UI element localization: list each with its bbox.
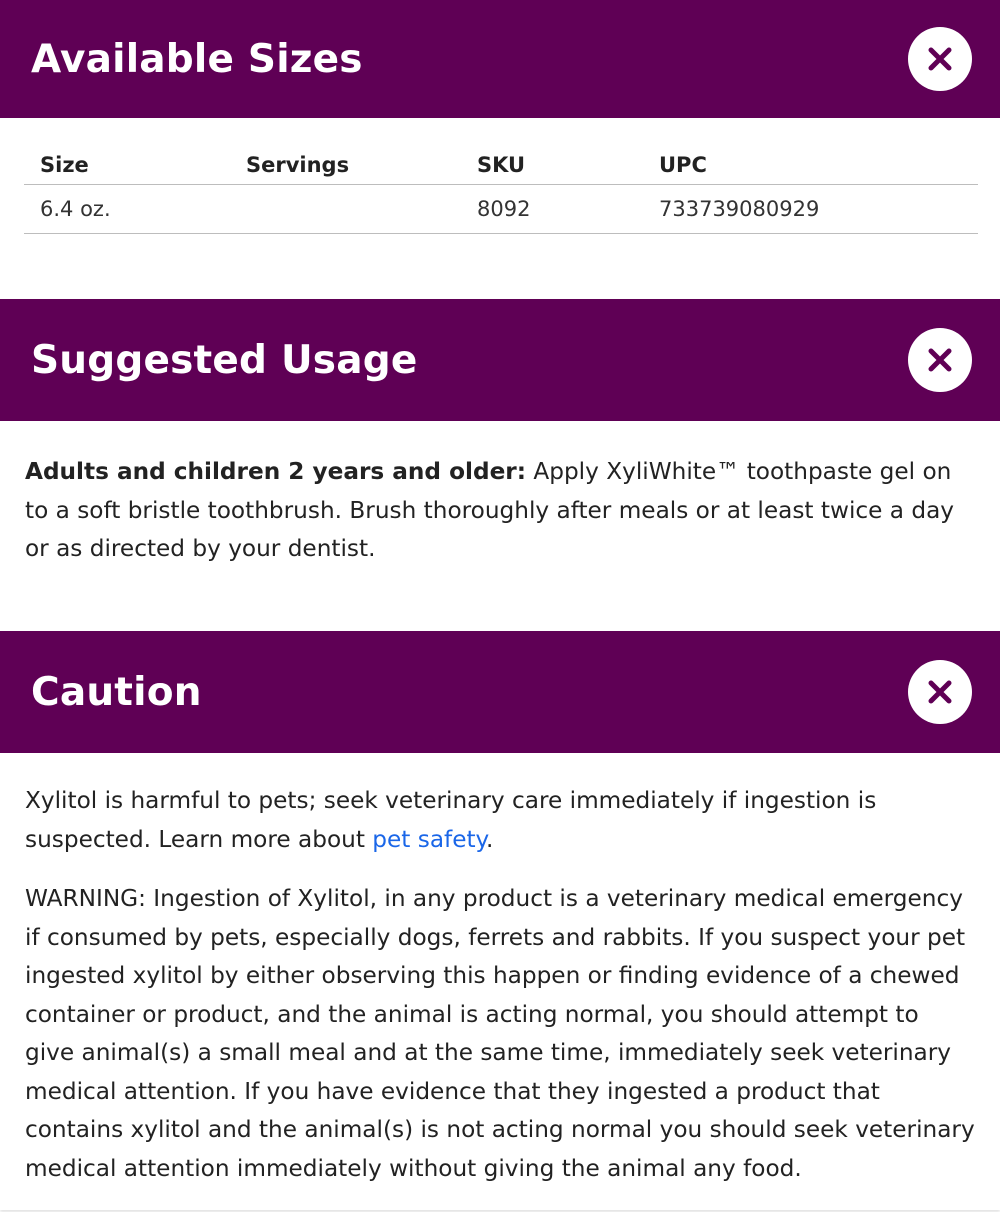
cell-servings xyxy=(230,185,461,234)
table-row xyxy=(24,185,978,234)
caution-body xyxy=(0,753,1000,1210)
caution-section xyxy=(0,631,1000,1210)
column-header-size: Size xyxy=(24,146,230,185)
close-icon xyxy=(927,679,953,705)
suggested-usage-title: Suggested Usage xyxy=(31,337,418,383)
caution-title: Caution xyxy=(31,669,202,715)
close-icon xyxy=(927,46,953,72)
usage-paragraph xyxy=(25,453,975,569)
suggested-usage-header[interactable] xyxy=(0,299,1000,421)
available-sizes-section xyxy=(0,0,1000,263)
section-gap xyxy=(0,263,1000,299)
caution-pets-end: . xyxy=(485,825,494,853)
suggested-usage-section xyxy=(0,299,1000,595)
available-sizes-title: Available Sizes xyxy=(31,36,363,82)
column-header-upc: UPC xyxy=(643,146,978,185)
cell-size: 6.4 oz. xyxy=(24,185,230,234)
column-header-sku: SKU xyxy=(461,146,643,185)
cell-upc: 733739080929 xyxy=(643,185,978,234)
close-caution-button[interactable] xyxy=(908,660,972,724)
caution-warning-paragraph: WARNING: Ingestion of Xylitol, in any product is a veterinary medical emergency if consumed by pets, especially dogs, ferrets and rabbits. If you suspect your pet ingested xylitol by either observing this happen or finding evidence of a chewed container or product, and the animal is acting normal, you should attempt to give animal(s) a small meal and at the same time, immediately seek veterinary medical attention. If you have evidence that they ingested a product that contains xylitol and the animal(s) is not acting normal you should seek veterinary medical attention immediately without giving the animal any food. xyxy=(25,885,975,1182)
caution-pets-text: Xylitol is harmful to pets; seek veterinary care immediately if ingestion is suspected. Learn more about xyxy=(25,787,877,853)
usage-text: Apply XyliWhite™ toothpaste gel on to a soft bristle toothbrush. Brush thoroughly after meals or at least twice a day or as directed by your dentist. xyxy=(25,458,955,562)
table-header-row xyxy=(24,146,978,185)
close-icon xyxy=(927,347,953,373)
cell-sku: 8092 xyxy=(461,185,643,234)
usage-lead: Adults and children 2 years and older: xyxy=(25,458,527,485)
column-header-servings: Servings xyxy=(230,146,461,185)
caution-header[interactable] xyxy=(0,631,1000,753)
pet-safety-link[interactable]: pet safety xyxy=(372,825,486,853)
section-gap xyxy=(0,595,1000,631)
close-available-sizes-button[interactable] xyxy=(908,27,972,91)
available-sizes-body xyxy=(0,118,1000,263)
caution-paragraph-pets xyxy=(25,782,975,859)
available-sizes-header[interactable] xyxy=(0,0,1000,118)
suggested-usage-body xyxy=(0,421,1000,595)
sizes-table xyxy=(24,146,978,234)
close-suggested-usage-button[interactable] xyxy=(908,328,972,392)
